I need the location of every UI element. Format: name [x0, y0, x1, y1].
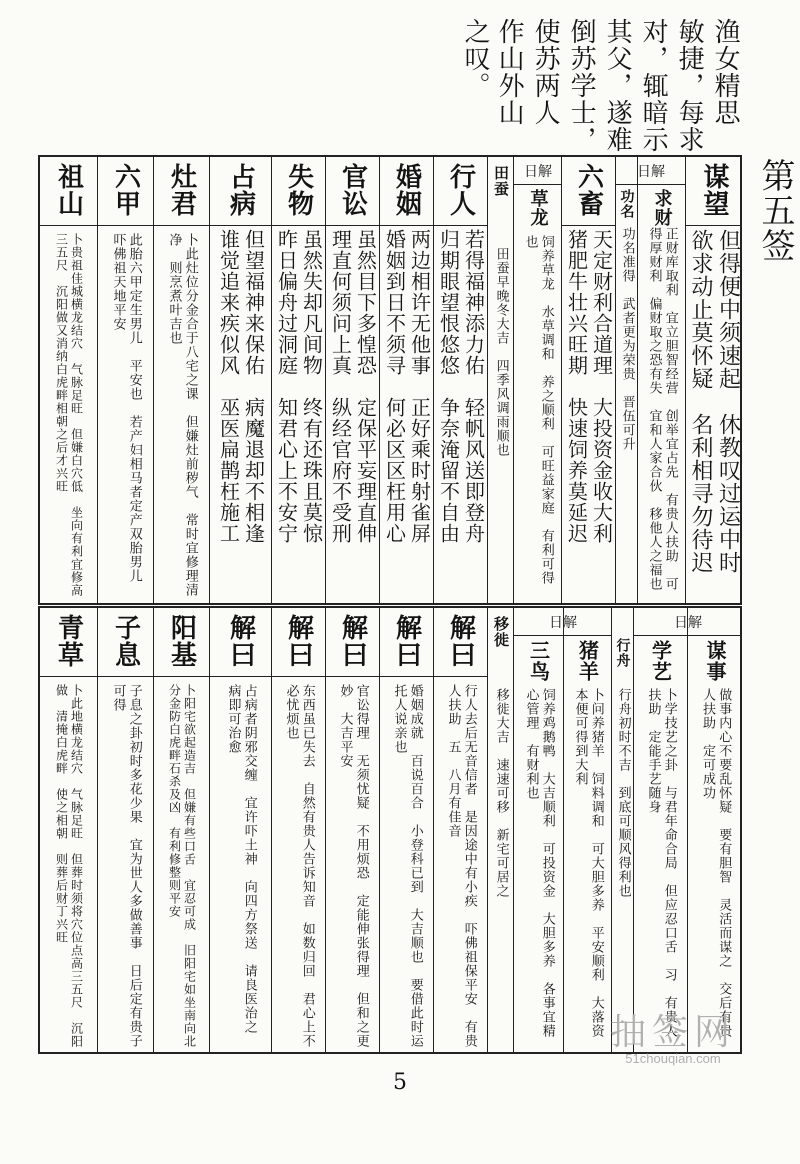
intro-line: 倒苏学士， [566, 18, 597, 153]
column-jieyue-hunyin [380, 608, 434, 1062]
verse-line: 昨日偏舟过洞庭 知君心上不安宁 [274, 229, 299, 544]
column-head: 婚姻 [391, 163, 422, 217]
intro-line: 使苏两人 [530, 18, 561, 126]
column-gongming [616, 157, 638, 603]
column-head: 求财 [651, 189, 673, 227]
column-zushan [40, 157, 98, 603]
column-xingren [434, 157, 488, 603]
watermark-text: 抽签网 [609, 1011, 736, 1052]
intro-passage [460, 0, 750, 155]
verse-line: 天定财利合道理 大投资金收大利 [589, 229, 614, 544]
page-number: 5 [393, 1070, 407, 1095]
column-xingzhou [612, 608, 634, 1052]
column-head: 田蚕 [492, 165, 510, 197]
column-liuchu [562, 157, 616, 603]
site-watermark [548, 1004, 798, 1066]
verse-line: 猪肥牛壮兴旺期 快速饲养莫延迟 [564, 229, 589, 544]
column-text: 子息之卦初时多花少果 宜为世人多做善事 日后定有贵子可得 [110, 684, 142, 1048]
verse-line: 但望福神来保佑 病魔退却不相逢 [241, 229, 266, 544]
column-head: 官讼 [337, 163, 368, 217]
verse-line: 理直何须问上真 纵经官府不受刑 [328, 229, 353, 544]
verse-line: 归期眼望恨悠悠 争奈淹留不自由 [436, 229, 461, 544]
column-qingcao [40, 608, 98, 1052]
column-sanniao [514, 608, 564, 1052]
column-head: 学艺 [648, 640, 673, 682]
column-head: 行舟 [614, 638, 631, 668]
column-qiucai [638, 157, 686, 603]
column-head: 三鸟 [526, 640, 551, 682]
column-head: 谋事 [703, 640, 727, 682]
intro-line: 对，辄暗示 [638, 18, 669, 153]
column-caolong [514, 157, 562, 603]
column-shiwu [272, 157, 326, 603]
column-zhuyang [564, 608, 612, 1052]
column-text: 婚姻成就 百说百合 小登科已到 大吉顺也 要借此时运 托人说亲也 [391, 684, 423, 1062]
column-head: 六甲 [110, 163, 141, 217]
column-text: 行人去后无音信者 是因途中有小疾 吓佛祖保平安 有贵人扶助 五 八月有佳音 [445, 684, 477, 1048]
intro-line: 作山外山 [494, 18, 525, 126]
column-text: 饲养草龙 水草调和 养之顺利 可旺益家庭 有利可得也 [522, 235, 554, 585]
column-text: 饲养鸡鹅鸭 大吉顺利 可投资金 大胆多养 各事宜精心管理 有财利也 [523, 688, 555, 1038]
verse-line: 婚姻到日不须寻 何必区区枉用心 [382, 229, 407, 544]
column-text: 做事内心不要乱怀疑 要有胆智 灵活而谋之 交后有贵人扶助 定可成功 [700, 688, 732, 1038]
column-zaojun [154, 157, 210, 603]
intro-line: 之叹。 [460, 18, 491, 99]
intro-line: 敏捷，每求 [674, 18, 705, 153]
column-jieyue-zhanbing [210, 608, 272, 1052]
verse-line: 谁觉追来疾似风 巫医扁鹊枉施工 [216, 229, 241, 544]
column-liujia [98, 157, 154, 603]
column-head: 解曰 [283, 614, 314, 668]
column-zhanbing [210, 157, 272, 603]
column-head: 解曰 [337, 614, 368, 668]
column-mouwang [686, 157, 742, 603]
column-text: 卜此地横龙结穴 气脉足旺 但葬时须将穴位点高三五尺 沉阳做 清掩白虎畔 使之相朝 则葬后财丁兴旺 [54, 684, 84, 1048]
column-text: 此胎六甲定生男儿 平安也 若产妇相马者定产双胎男儿 吓佛祖天地平安 [110, 233, 142, 597]
verse-line: 两边相许无他事 正好乘时射雀屏 [407, 229, 432, 544]
column-yixi [488, 608, 514, 1052]
column-head: 行人 [445, 163, 476, 217]
column-text: 卜贵祖佳城横龙结穴 气脉足旺 但嫌白穴低 坐向有利宜修高三五尺 沉阳做又消纳白虎畔相朝之后才兴旺 [54, 233, 84, 597]
column-head: 移徙 [492, 616, 510, 648]
page-title: 第五签 [755, 158, 795, 263]
column-guansong [326, 157, 380, 603]
column-text: 正财库取利 宜立胆智经营 创举宜占先 有贵人扶助 可得厚财利 偏财取之恐有失 宜和人家合伙 移他人之福也 [646, 227, 678, 591]
column-text: 移徙大吉 速速可移 新宅可居之 [493, 688, 509, 898]
column-head: 功名 [618, 189, 635, 219]
column-yangji [154, 608, 210, 1052]
column-head: 灶君 [166, 163, 197, 217]
column-head: 青草 [53, 614, 84, 668]
column-head: 谋望 [699, 163, 729, 217]
column-zixi [98, 608, 154, 1052]
verse-line: 欲求动止莫怀疑 名利相寻勿待迟 [688, 229, 713, 574]
top-oracle-table [38, 155, 742, 605]
column-hunyin [380, 157, 434, 603]
column-head: 解曰 [391, 614, 422, 668]
intro-line: 其父，遂难 [602, 18, 633, 153]
column-text: 卜学技艺之卦 与君年命合局 但应忍口舌 习 有贵人扶助 定能手艺随身 [645, 688, 677, 1038]
column-xueyi [634, 608, 688, 1052]
column-text: 东西虽已失去 自然有贵人告诉知音 如数归回 君心上不必忧烦也 [283, 684, 315, 1048]
column-text: 卜此灶位分金合于八宅之课 但嫌灶前秽气 常时宜修理清净 则烹煮叶吉也 [166, 233, 198, 597]
verse-line: 但得便中须速起 休教叹过运中时 [715, 229, 741, 574]
intro-line: 渔女精思 [710, 18, 741, 126]
column-text: 占病者阴邪交缠 宜许吓土神 向四方祭送 请良医治之 病即可治愈 [225, 684, 257, 1048]
column-head: 草龙 [527, 189, 549, 227]
band-jieyue: 日解 [514, 608, 612, 636]
column-text: 卜问养猪羊 饲料调和 可大胆多养 平安顺利 大落资本便可得到大利 [572, 688, 604, 1038]
column-text: 卜阳宅欲起造吉 但嫌有些口舌 宜忍可成 旧阳宅如坐南向北分金防白虎畔石杀及凶 有利修整则平安 [167, 684, 197, 1048]
column-jieyue-guansong [326, 608, 380, 1052]
column-tiancan [488, 157, 514, 603]
column-text: 行舟初时不吉 到底可顺风得利也 [615, 688, 631, 898]
column-head: 失物 [283, 163, 314, 217]
column-head: 猪羊 [575, 640, 600, 682]
verse-line: 虽然失却凡间物 终有还珠且莫惊 [299, 229, 324, 544]
column-head: 解曰 [225, 614, 256, 668]
band-jieyue: 日解 [634, 608, 742, 636]
watermark-url: 51chouqian.com [625, 1051, 721, 1066]
band-jieyue: 日解 [616, 157, 686, 185]
column-head: 子息 [110, 614, 141, 668]
column-text: 功名准得 武者更为荣贵 晋伍可升 [619, 227, 635, 451]
column-text: 官讼得理 无须忧疑 不用烦恐 定能伸张得理 但和之更妙 大吉平安 [337, 684, 369, 1048]
column-head: 阳基 [166, 614, 197, 668]
column-head: 祖山 [53, 163, 84, 217]
verse-line: 虽然目下多惶恐 定保平妄理直伸 [353, 229, 378, 544]
column-moushi [688, 608, 742, 1052]
column-jieyue-xingren [434, 608, 488, 1052]
verse-line: 若得福神添力佑 轻帆风送即登舟 [461, 229, 486, 544]
column-head: 六畜 [573, 163, 604, 217]
band-jieyue: 日解 [514, 157, 562, 185]
column-head: 解曰 [445, 614, 476, 668]
column-head: 占病 [225, 163, 256, 217]
column-text: 田蚕早晚冬大吉 四季风调雨顺也 [493, 247, 509, 457]
column-jieyue-shiwu [272, 608, 326, 1052]
